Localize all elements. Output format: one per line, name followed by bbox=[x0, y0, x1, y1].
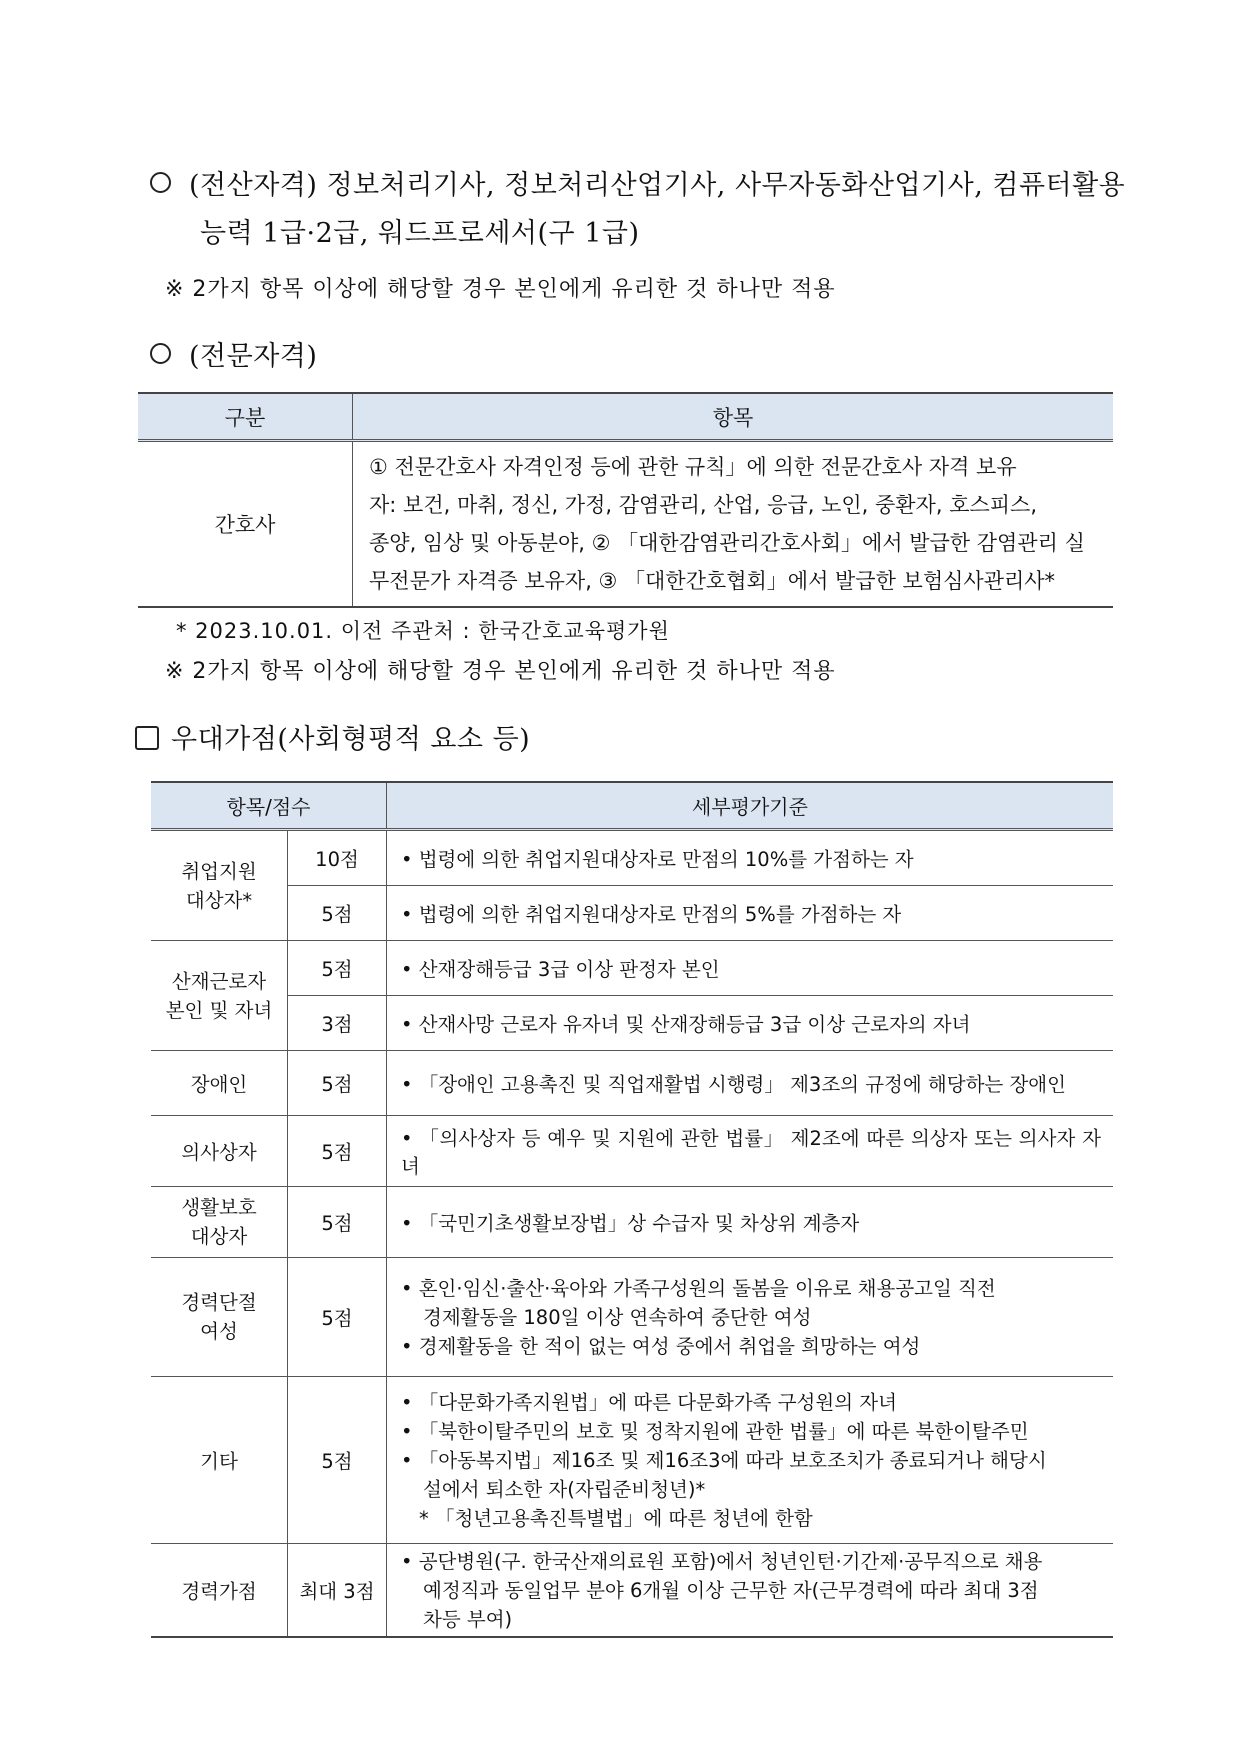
checkbox-square-icon bbox=[135, 726, 159, 750]
table-row bbox=[151, 941, 1113, 996]
item-line: 자: 보건, 마취, 정신, 가정, 감염관리, 산업, 응급, 노인, 중환자, 호스피스, bbox=[369, 493, 1038, 517]
section1-line1: (전산자격) 정보처리기사, 정보처리산업기사, 사무자동화산업기사, 컴퓨터활용 bbox=[189, 170, 1126, 201]
col-header-criteria: 세부평가기준 bbox=[387, 782, 1114, 830]
item-cell: 의사상자 bbox=[151, 1116, 288, 1187]
qualification-table bbox=[138, 392, 1113, 608]
table-row bbox=[138, 441, 1113, 608]
row-category: 간호사 bbox=[138, 441, 353, 608]
criteria-cell: • 「다문화가족지원법」에 따른 다문화가족 구성원의 자녀 • 「북한이탈주민의 보호 및 정착지원에 관한 법률」에 따른 북한이탈주민 • 「아동복지법」제16조 및 제16조3에 따라 보호조치가 종료되거나 해당시 설에서 퇴소한 자(자립준비청년)* * 「청년고용촉진특별법」에 따른 청년에 한함 bbox=[387, 1377, 1114, 1544]
score-cell: 5점 bbox=[288, 1116, 387, 1187]
score-cell: 3점 bbox=[288, 996, 387, 1051]
item-cell: 산재근로자 본인 및 자녀 bbox=[151, 941, 288, 1051]
criteria-cell: • 산재장해등급 3급 이상 판정자 본인 bbox=[387, 941, 1114, 996]
criteria-cell: • 법령에 의한 취업지원대상자로 만점의 10%를 가점하는 자 bbox=[387, 830, 1114, 886]
section2-heading: (전문자격) bbox=[189, 341, 318, 372]
table-row bbox=[151, 996, 1113, 1051]
score-cell: 5점 bbox=[288, 941, 387, 996]
score-cell: 최대 3점 bbox=[288, 1544, 387, 1638]
table-row bbox=[151, 830, 1113, 886]
criteria-cell: • 「장애인 고용촉진 및 직업재활법 시행령」 제3조의 규정에 해당하는 장애인 bbox=[387, 1051, 1114, 1116]
item-cell: 기타 bbox=[151, 1377, 288, 1544]
table-row bbox=[151, 1544, 1113, 1638]
score-cell: 5점 bbox=[288, 1051, 387, 1116]
circle-bullet-icon bbox=[150, 172, 171, 193]
item-line: ① 전문간호사 자격인정 등에 관한 규칙」에 의한 전문간호사 자격 보유 bbox=[369, 455, 1017, 479]
score-cell: 5점 bbox=[288, 1258, 387, 1377]
section2-note: ※ 2가지 항목 이상에 해당할 경우 본인에게 유리한 것 하나만 적용 bbox=[165, 659, 836, 684]
circle-bullet-icon bbox=[150, 343, 171, 364]
score-cell: 5점 bbox=[288, 1377, 387, 1544]
criteria-cell: • 공단병원(구. 한국산재의료원 포함)에서 청년인턴·기간제·공무직으로 채용 예정직과 동일업무 분야 6개월 이상 근무한 자(근무경력에 따라 최대 3점 차등 부여) bbox=[387, 1544, 1114, 1638]
table-row bbox=[151, 1187, 1113, 1258]
col-header-items: 항목 bbox=[353, 393, 1114, 441]
row-items bbox=[353, 441, 1114, 608]
score-cell: 5점 bbox=[288, 1187, 387, 1258]
section2-footnote: * 2023.10.01. 이전 주관처 : 한국간호교육평가원 bbox=[176, 619, 670, 643]
col-header-category: 구분 bbox=[138, 393, 353, 441]
criteria-cell: • 「의사상자 등 예우 및 지원에 관한 법률」 제2조에 따른 의상자 또는 의사자 자녀 bbox=[387, 1116, 1114, 1187]
item-cell: 생활보호 대상자 bbox=[151, 1187, 288, 1258]
score-cell: 5점 bbox=[288, 886, 387, 941]
table-row bbox=[151, 1051, 1113, 1116]
score-cell: 10점 bbox=[288, 830, 387, 886]
item-line: 종양, 임상 및 아동분야, ② 「대한감염관리간호사회」에서 발급한 감염관리 실 bbox=[369, 531, 1085, 555]
section1-heading bbox=[150, 166, 1125, 206]
item-line: 무전문가 자격증 보유자, ③ 「대한간호협회」에서 발급한 보험심사관리사* bbox=[369, 569, 1056, 593]
section1-note: ※ 2가지 항목 이상에 해당할 경우 본인에게 유리한 것 하나만 적용 bbox=[165, 277, 836, 302]
criteria-cell: • 법령에 의한 취업지원대상자로 만점의 5%를 가점하는 자 bbox=[387, 886, 1114, 941]
criteria-cell: • 혼인·임신·출산·육아와 가족구성원의 돌봄을 이유로 채용공고일 직전 경제활동을 180일 이상 연속하여 중단한 여성 • 경제활동을 한 적이 없는 여성 중에서 취업을 희망하는 여성 bbox=[387, 1258, 1114, 1377]
col-header-item-score: 항목/점수 bbox=[151, 782, 387, 830]
table-row bbox=[151, 886, 1113, 941]
table-row bbox=[151, 1377, 1113, 1544]
criteria-cell: • 「국민기초생활보장법」상 수급자 및 차상위 계층자 bbox=[387, 1187, 1114, 1258]
item-cell: 취업지원 대상자* bbox=[151, 830, 288, 941]
table-row bbox=[151, 1258, 1113, 1377]
section3-heading-wrap bbox=[135, 720, 530, 760]
criteria-cell: • 산재사망 근로자 유자녀 및 산재장해등급 3급 이상 근로자의 자녀 bbox=[387, 996, 1114, 1051]
item-cell: 경력단절 여성 bbox=[151, 1258, 288, 1377]
bonus-points-table bbox=[151, 781, 1113, 1638]
item-cell: 경력가점 bbox=[151, 1544, 288, 1638]
section1-line2: 능력 1급·2급, 워드프로세서(구 1급) bbox=[200, 218, 640, 249]
section3-heading: 우대가점(사회형평적 요소 등) bbox=[171, 724, 531, 755]
table-row bbox=[151, 1116, 1113, 1187]
section2-heading-wrap bbox=[150, 337, 317, 377]
item-cell: 장애인 bbox=[151, 1051, 288, 1116]
